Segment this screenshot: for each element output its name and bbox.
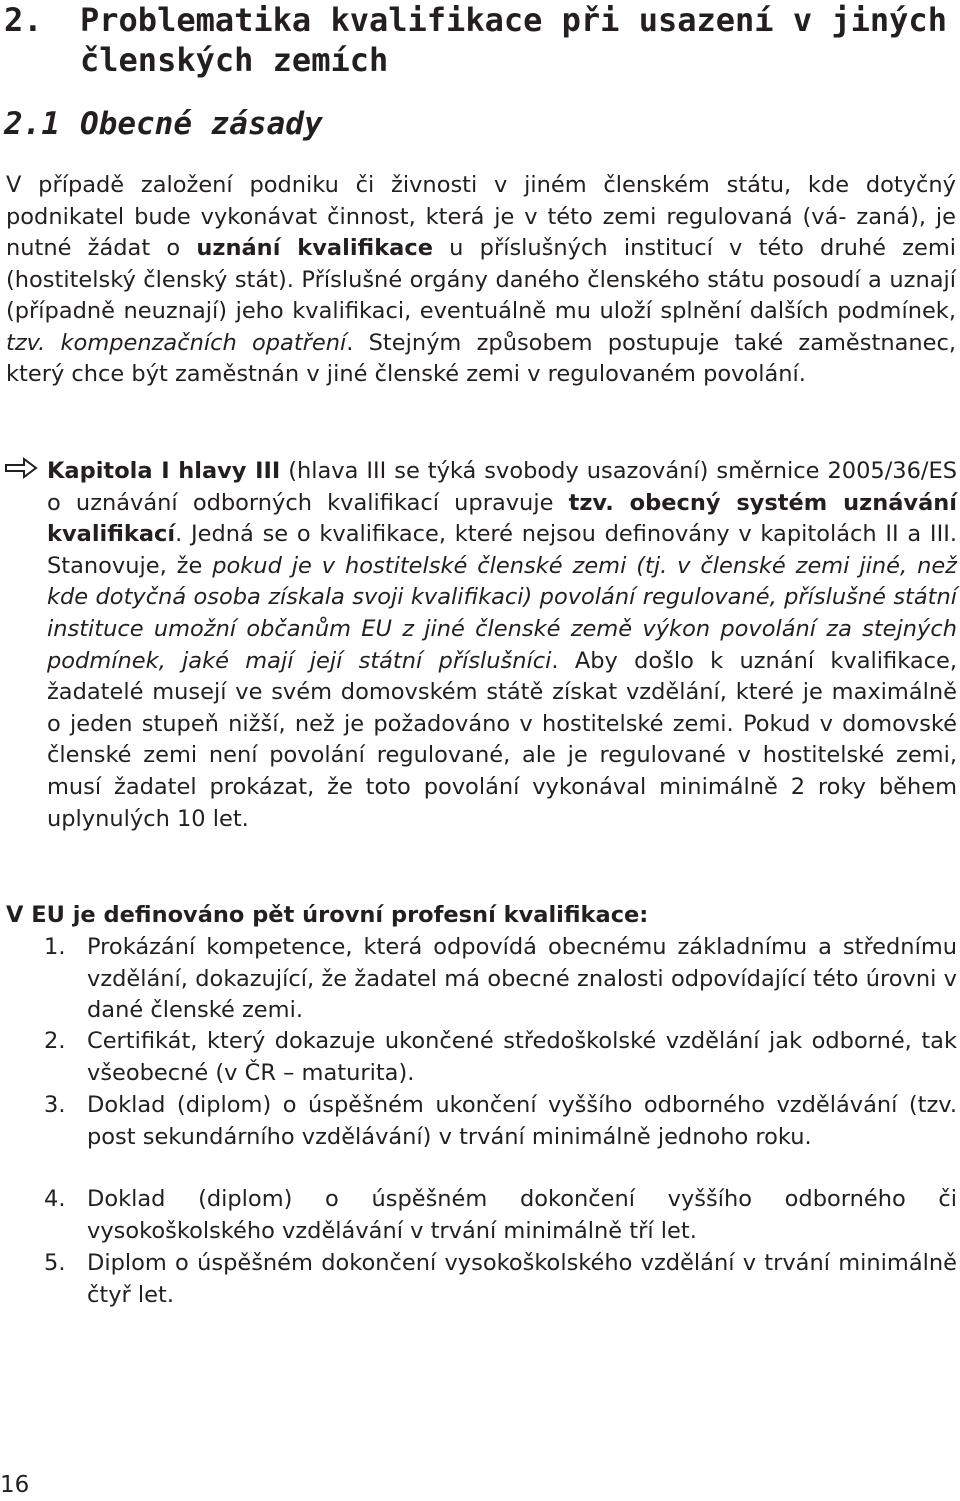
list-item-text: Diplom o úspěšném dokončení vysokoškolského vzdělání v trvání minimálně čtyř let. xyxy=(87,1250,957,1308)
directive-bold-system: tzv. obecný systém uznávání kvalifikací xyxy=(47,489,957,548)
intro-text-2: u příslušných institucí v této druhé zemi (hostitelský členský stát). Příslušné orgány daného členského státu posoudí a uznají (případně neuznají) jeho kvalifikaci, eventuálně mu uloží splnění dalších podmínek, xyxy=(6,235,956,324)
list-item-number: 4. xyxy=(44,1186,66,1212)
section-title: Obecné zásady xyxy=(80,106,323,142)
section-number: 2.1 xyxy=(4,106,60,142)
intro-italic-term: tzv. kompenzačních opatření xyxy=(6,329,347,356)
list-item-text: Doklad (diplom) o úspěšném dokončení vyššího odborného či vysokoškolského vzdělávání v trvání minimálně tří let. xyxy=(87,1186,957,1244)
list-item-number: 1. xyxy=(44,934,66,960)
list-item-number: 2. xyxy=(44,1028,66,1054)
intro-paragraph xyxy=(6,170,956,391)
chapter-title-line-1: Problematika kvalifikace při usazení v jiných xyxy=(80,1,947,39)
page-number: 16 xyxy=(0,1472,30,1498)
list-item-number: 5. xyxy=(44,1250,66,1276)
directive-text-3: . Aby došlo k uznání kvalifikace, žadatelé musejí ve svém domovském státě získat vzdělání, které je maximálně o jeden stupeň nižší, než je požadováno v hostitelské zemi. Pokud v domovské členské zemi není povolání regulované, ale je regulované v hostitelské zemi, musí žadatel prokázat, že toto povolání vykonával minimálně 2 roky během uplynulých 10 let. xyxy=(47,647,957,832)
directive-italic-rule: pokud je v hostitelské členské zemi (tj. v členské zemi jiné, než kde dotyčná osoba získala svoji kvalifikaci) povolání regulované, příslušné státní instituce umožní občanům EU z jiné členské země výkon povolání za stejných podmínek, jaké mají její státní příslušníci xyxy=(47,552,957,674)
chapter-title-line-2: členských zemích xyxy=(80,41,389,79)
directive-bold-chapter: Kapitola I hlavy III xyxy=(47,458,281,484)
list-item-text: Certifikát, který dokazuje ukončené středoškolské vzdělání jak odborné, tak všeobecné (v ČR – maturita). xyxy=(87,1028,957,1086)
directive-paragraph xyxy=(47,456,957,835)
levels-title: V EU je definováno pět úrovní profesní kvalifikace: xyxy=(6,902,649,928)
chapter-number: 2. xyxy=(4,1,43,39)
arrow-right-outline-icon xyxy=(4,456,40,480)
chapter-title xyxy=(80,0,955,80)
intro-text-1: V případě založení podniku či živnosti v jiném členském státu, kde dotyčný podnikatel bude vykonávat činnost, která je v této zemi regulovaná (vá- zaná), je nutné žádat o xyxy=(6,172,956,261)
directive-text-2: . Jedná se o kvalifikace, které nejsou definovány v kapitolách II a III. Stanovuje, že xyxy=(47,521,957,579)
directive-text-1: (hlava III se týká svobody usazování) směrnice 2005/36/ES o uznávání odborných kvalifikací upravuje xyxy=(47,458,958,516)
intro-bold-term: uznání kvalifikace xyxy=(196,235,433,261)
list-item-number: 3. xyxy=(44,1092,66,1118)
list-item-text: Prokázání kompetence, která odpovídá obecnému základnímu a střednímu vzdělání, dokazující, že žadatel má obecné znalosti odpovídající této úrovni v dané členské zemi. xyxy=(87,934,957,1023)
intro-text-3: . Stejným způsobem postupuje také zaměstnanec, který chce být zaměstnán v jiné členské zemi v regulovaném povolání. xyxy=(6,329,956,387)
list-item-text: Doklad (diplom) o úspěšném ukončení vyššího odborného vzdělávání (tzv. post sekundárního vzdělávání) v trvání minimálně jednoho roku. xyxy=(87,1092,957,1150)
